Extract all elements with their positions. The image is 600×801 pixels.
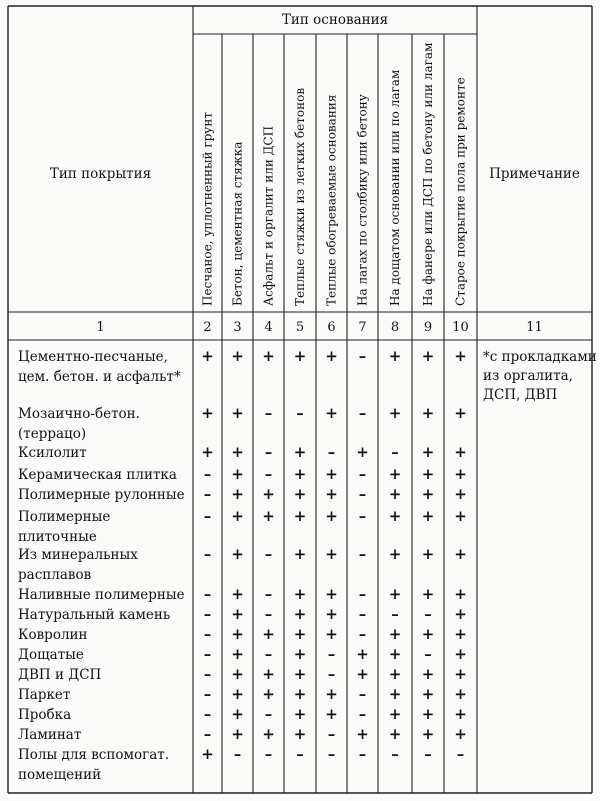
incompatible-mark: – [264,605,273,623]
compatible-mark: + [325,705,338,723]
compatible-mark: + [356,665,369,683]
incompatible-mark: – [327,725,336,743]
base-type-header: На дощатом основании или по лагам [388,69,402,306]
incompatible-mark: – [296,745,304,763]
base-type-header: Бетон, цементная стяжка [230,141,245,306]
table-content [18,12,597,783]
base-type-group-title: Тип основания [281,12,389,28]
compatible-mark: + [293,725,307,743]
compatible-mark: + [454,625,467,643]
incompatible-mark: – [327,645,336,663]
coating-type-label: Полы для вспомогат. [18,747,170,763]
incompatible-mark: – [203,685,212,703]
column-number: 7 [358,320,367,335]
compatible-mark: + [325,347,338,365]
coating-type-label: Цементно-песчаные, [18,349,168,365]
compatible-mark: + [293,585,307,603]
incompatible-mark: – [456,745,465,763]
incompatible-mark: – [203,585,212,603]
incompatible-mark: – [203,625,212,643]
compatible-mark: + [388,625,402,643]
compatible-mark: + [388,347,402,365]
compatible-mark: + [454,725,467,743]
incompatible-mark: – [264,645,273,663]
coating-type-label: Пробка [18,707,72,723]
compatible-mark: + [454,645,467,663]
compatible-mark: + [454,485,467,503]
compatible-mark: + [293,485,307,503]
note-text: *с прокладками [483,349,597,365]
coating-type-label: Мозаично-бетон. [18,406,140,422]
compatible-mark: + [421,507,435,525]
compatible-mark: + [454,685,467,703]
incompatible-mark: – [203,645,212,663]
compatible-mark: + [388,645,402,663]
column-number: 9 [423,320,433,335]
compatible-mark: + [293,625,307,643]
column-number: 3 [233,320,242,335]
compatible-mark: + [325,585,338,603]
incompatible-mark: – [203,605,212,623]
compatible-mark: + [231,605,244,623]
coating-type-label: Керамическая плитка [18,467,177,483]
compatible-mark: + [231,485,244,503]
compatible-mark: + [325,507,338,525]
compatible-mark: + [262,685,275,703]
incompatible-mark: – [327,443,336,461]
compatible-mark: + [388,725,402,743]
compatible-mark: + [201,347,214,365]
incompatible-mark: – [264,465,273,483]
note-text: ДСП, ДВП [483,387,558,403]
compatible-mark: + [421,347,435,365]
compatible-mark: + [388,465,402,483]
coating-type-label: Наливные полимерные [18,587,185,603]
column-number: 8 [390,320,400,335]
compatible-mark: + [201,443,214,461]
compatible-mark: + [293,645,307,663]
column-number: 1 [96,320,105,335]
compatible-mark: + [454,545,467,563]
coating-type-label: Полимерные рулонные [18,487,185,503]
compatible-mark: + [454,465,467,483]
compatible-mark: + [231,404,244,422]
compatible-mark: + [454,443,467,461]
column-number: 10 [452,320,469,335]
incompatible-mark: – [358,625,367,643]
compatible-mark: + [325,605,338,623]
incompatible-mark: – [424,745,432,763]
compatible-mark: + [293,665,307,683]
compatible-mark: + [388,665,402,683]
compatible-mark: + [356,443,369,461]
compatible-mark: + [454,347,467,365]
compatible-mark: + [262,485,275,503]
compatible-mark: + [201,404,214,422]
coating-type-label: плиточные [18,529,97,545]
compatible-mark: + [454,605,467,623]
compatible-mark: + [454,705,467,723]
compatible-mark: + [421,443,435,461]
incompatible-mark: – [391,443,399,461]
incompatible-mark: – [358,465,367,483]
compatible-mark: + [388,404,402,422]
base-type-header: Песчаное, уплотненный грунт [200,112,215,306]
compatible-mark: + [388,485,402,503]
coating-type-label: (террацо) [18,426,87,442]
compatible-mark: + [262,347,275,365]
coating-type-label: ДВП и ДСП [18,667,102,683]
compatible-mark: + [231,545,244,563]
incompatible-mark: – [264,443,273,461]
compatible-mark: + [421,705,435,723]
coating-type-label: Из минеральных [18,547,138,563]
incompatible-mark: – [203,507,212,525]
incompatible-mark: – [264,705,273,723]
incompatible-mark: – [264,404,273,422]
incompatible-mark: – [327,665,336,683]
compatible-mark: + [388,545,402,563]
incompatible-mark: – [203,705,212,723]
compatible-mark: + [231,725,244,743]
incompatible-mark: – [391,605,399,623]
coating-type-label: Дощатые [18,647,84,663]
coating-type-label: Полимерные [18,509,111,525]
incompatible-mark: – [358,507,367,525]
compatible-mark: + [262,665,275,683]
compatible-mark: + [262,625,275,643]
compatible-mark: + [454,665,467,683]
compatible-mark: + [421,665,435,683]
incompatible-mark: – [203,465,212,483]
compatible-mark: + [231,705,244,723]
compatible-mark: + [231,645,244,663]
compatible-mark: + [388,507,402,525]
base-type-header: Старое покрытие пола при ремонте [453,77,468,306]
incompatible-mark: – [264,585,273,603]
incompatible-mark: – [296,404,304,422]
incompatible-mark: – [358,545,367,563]
incompatible-mark: – [203,545,212,563]
compatible-mark: + [231,465,244,483]
compatible-mark: + [388,685,402,703]
incompatible-mark: – [358,745,367,763]
compatible-mark: + [293,507,307,525]
compatible-mark: + [325,465,338,483]
incompatible-mark: – [424,605,432,623]
incompatible-mark: – [264,745,273,763]
incompatible-mark: – [203,665,212,683]
incompatible-mark: – [358,705,367,723]
compatible-mark: + [421,725,435,743]
compatible-mark: + [421,545,435,563]
compatible-mark: + [325,625,338,643]
coating-type-label: расплавов [18,567,92,583]
incompatible-mark: – [424,645,432,663]
column-number: 5 [295,320,305,335]
compatible-mark: + [421,485,435,503]
incompatible-mark: – [233,745,242,763]
incompatible-mark: – [327,745,336,763]
compatible-mark: + [231,625,244,643]
compatible-mark: + [421,404,435,422]
compatible-mark: + [262,507,275,525]
coating-type-label: Натуральный камень [18,607,171,623]
compatible-mark: + [231,585,244,603]
incompatible-mark: – [264,545,273,563]
incompatible-mark: – [358,485,367,503]
compatible-mark: + [325,485,338,503]
coating-type-label: Паркет [18,687,71,703]
column-number: 6 [327,320,336,335]
incompatible-mark: – [203,725,212,743]
compatible-mark: + [356,725,369,743]
compatible-mark: + [293,443,307,461]
note-header: Примечание [489,166,580,182]
incompatible-mark: – [358,585,367,603]
compatible-mark: + [454,507,467,525]
compatible-mark: + [325,545,338,563]
compatible-mark: + [231,685,244,703]
incompatible-mark: – [358,685,367,703]
compatible-mark: + [421,685,435,703]
note-text: из оргалита, [483,368,573,384]
coating-type-header: Тип покрытия [49,166,152,182]
compatible-mark: + [231,665,244,683]
compatible-mark: + [231,347,244,365]
compatible-mark: + [201,745,214,763]
compatible-mark: + [293,545,307,563]
base-type-header: На лагах по столбику или бетону [355,94,370,306]
coating-type-label: Ламинат [18,727,82,743]
coating-type-label: цем. бетон. и асфальт* [18,369,181,385]
base-type-header: Теплые стяжки из легких бетонов [293,87,307,306]
incompatible-mark: – [203,485,212,503]
compatible-mark: + [293,685,307,703]
compatible-mark: + [454,404,467,422]
coating-type-label: Ковролин [18,627,88,643]
compatible-mark: + [293,465,307,483]
incompatible-mark: – [358,605,367,623]
incompatible-mark: – [358,404,367,422]
compatible-mark: + [421,465,435,483]
base-type-header: Теплые обогреваемые основания [324,94,339,306]
compatible-mark: + [293,347,307,365]
compatible-mark: + [388,585,402,603]
column-number: 11 [526,320,543,335]
compatible-mark: + [421,585,435,603]
compatible-mark: + [293,705,307,723]
compatible-mark: + [325,685,338,703]
compatible-mark: + [454,585,467,603]
incompatible-mark: – [391,745,399,763]
compatible-mark: + [231,443,244,461]
compatible-mark: + [421,625,435,643]
coating-type-label: помещений [18,767,102,783]
compatible-mark: + [262,725,275,743]
column-number: 2 [203,320,212,335]
incompatible-mark: – [358,347,367,365]
base-type-header: На фанере или ДСП по бетону или лагам [421,42,435,306]
compatible-mark: + [293,605,307,623]
base-type-header: Асфальт и оргалит или ДСП [261,125,276,306]
compatible-mark: + [325,404,338,422]
compatible-mark: + [356,645,369,663]
compatible-mark: + [388,705,402,723]
compatible-mark: + [231,507,244,525]
column-number: 4 [264,320,273,335]
coating-type-label: Ксилолит [18,445,87,461]
